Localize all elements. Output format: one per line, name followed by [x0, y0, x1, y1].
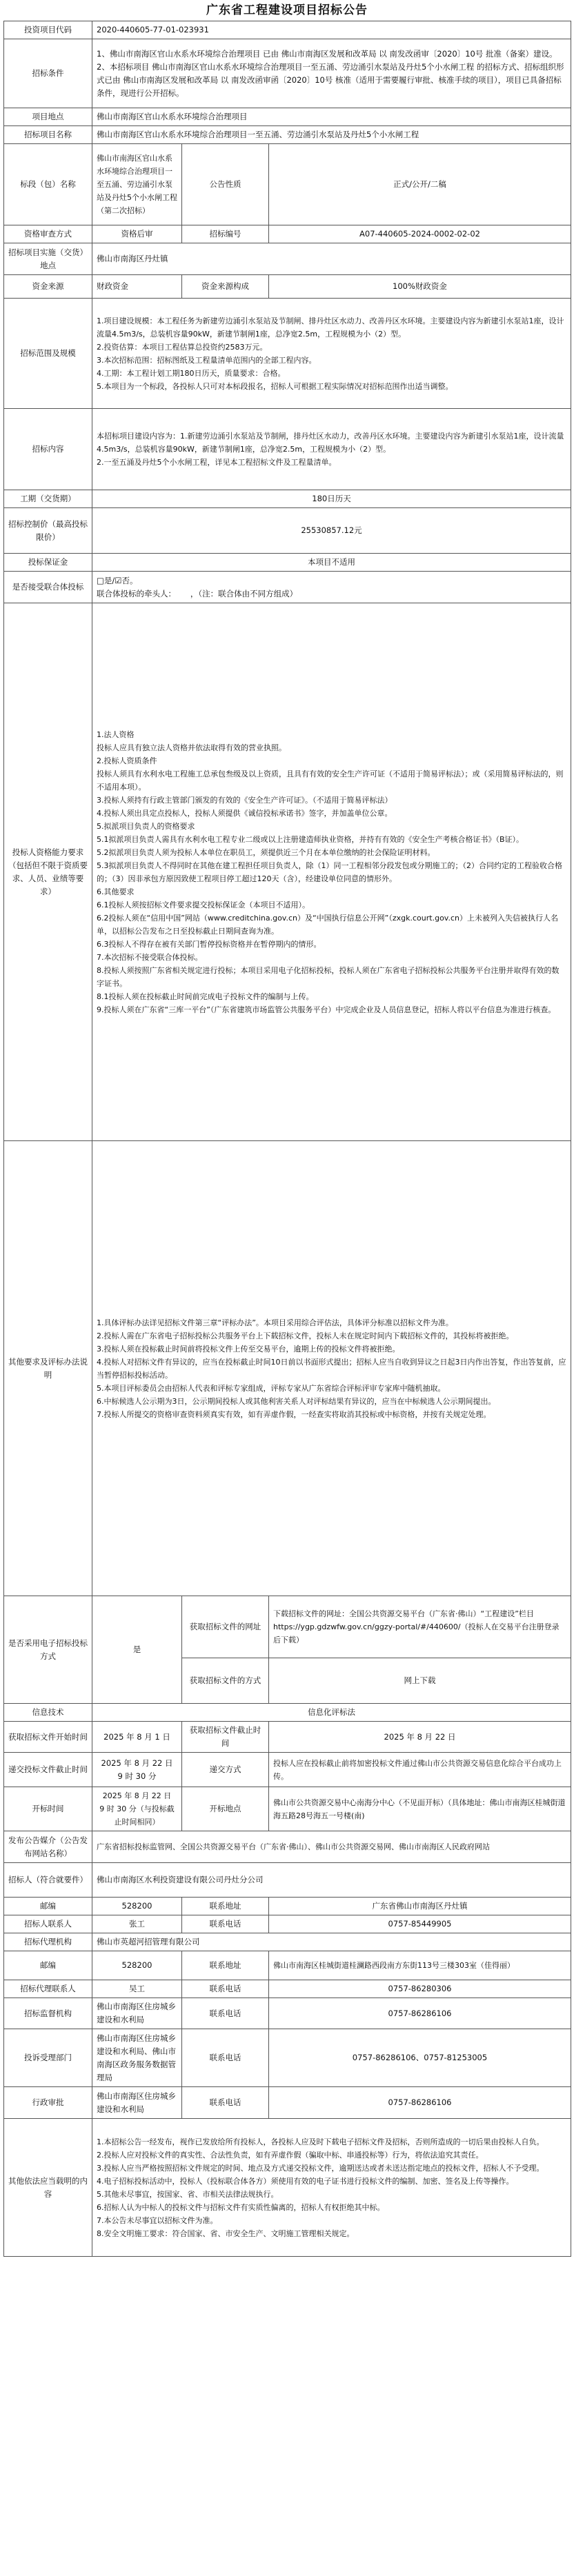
name-label: 招标项目名称 — [4, 126, 92, 144]
online-method-value: 网上下载 — [269, 1658, 571, 1704]
complaint-label: 投诉受理部门 — [4, 2029, 92, 2087]
tenderer-post-value: 528200 — [92, 1898, 182, 1915]
submit-label: 递交方式 — [182, 1753, 269, 1787]
row-deadline — [4, 1753, 571, 1787]
open-label: 开标时间 — [4, 1787, 92, 1831]
row-scale — [4, 299, 571, 409]
scale-label: 招标范围及规模 — [4, 299, 92, 409]
accept-phone-value: 0757-86286106 — [269, 2087, 571, 2119]
form-value: 资格后审 — [92, 225, 182, 243]
row-project-code — [4, 21, 571, 39]
agent-phone-value: 0757-86280306 — [269, 1980, 571, 1998]
row-open — [4, 1787, 571, 1831]
project-code-value: 2020-440605-77-01-023931 — [92, 21, 571, 39]
impl-label: 招标项目实施（交货）地点 — [4, 243, 92, 275]
agent-label: 招标代理机构 — [4, 1933, 92, 1951]
section-value: 佛山市南海区官山水系水环境综合治理项目一至五涌、劳边涌引水泵站及丹灶5个小水闸工程（第二次招标） — [92, 144, 182, 225]
tenderer-phone-value: 0757-85449905 — [269, 1915, 571, 1933]
row-qualify — [4, 603, 571, 1141]
row-control-price — [4, 508, 571, 554]
location-value: 佛山市南海区官山水系水环境综合治理项目 — [92, 108, 571, 126]
deadline-label: 递交投标文件截止时间 — [4, 1753, 92, 1787]
qualify-value: 1.法人资格 投标人应具有独立法人资格并依法取得有效的营业执照。 2.投标人资质条件 投标人须具有水利水电工程施工总承包叁级及以上资质，且具有有效的安全生产许可证（不适用于简易评标法）；或（采用简易评标法的，则不适用本项）。 3.投标人须持有行政主管部门颁发的有效的《安全生产许可证》。（不适用于简易评标法） 4.投标人须出具定点投标人，投标人须提供《诚信投标承诺书》签字，并加盖单位公章。 5.拟派项目负责人的资格要求 5.1拟派项目负责人需具有水利水电工程专业二级或以上注册建造师执业资格，并持有有效的《安全生产考核合格证书》（B证）。 5.2拟派项目负责人须为投标人本单位在职员工，须提供近三个月在本单位缴纳的社会保险证明材料。 5.3拟派项目负责人不得同时在其他在建工程担任项目负责人，除（1）同一工程相邻分段发包或分期施工的；（2）合同约定的工程验收合格的；（3）因非承包方原因致使工程项目停工超过120天（含），经建设单位同意的情形外。 6.其他要求 6.1投标人须按招标文件要求提交投标保证金（本项目不适用）。 6.2投标人须在“信用中国”网站（www.creditchina.gov.cn）及“中国执行信息公开网”（zxgk.court.gov.cn）上未被列入失信被执行人名单，以招标公告发布之日至投标截止日期间查询为准。 6.3投标人不得存在被有关部门暂停投标资格并在暂停期内的情形。 7.本次招标不接受联合体投标。 8.投标人须按照广东省相关规定进行投标；本项目采用电子化招标投标，投标人须在广东省电子招标投标公共服务平台注册并取得有效的数字证书。 8.1投标人须在投标截止时间前完成电子投标文件的编制与上传。 9.投标人须在广东省“三库一平台”（广东省建筑市场监管公共服务平台）中完成企业及人员信息登记，招标人将以平台信息为准进行核查。 — [92, 603, 571, 1141]
other-label: 其他要求及评标办法说明 — [4, 1141, 92, 1596]
notes-value: 1.本招标公告一经发布，视作已发放给所有投标人，各投标人应及时下载电子招标文件及招标，否则所造成的一切后果由投标人自负。 2.投标人应对投标文件的真实性、合法性负责，如有弄虚作假（骗取中标、串通投标等）行为，将依法追究其责任。 3.投标人应当严格按照招标文件规定的时间、地点及方式递交投标文件，逾期送达或者未送达指定地点的投标文件，招标人不予受理。 4.电子招标投标活动中，投标人（投标联合体各方）须使用有效的电子证书进行投标文件的编制、加密、签名及上传等操作。 5.其他未尽事宜，按国家、省、市相关法律法规执行。 6.招标人认为中标人的投标文件与招标文件有实质性偏离的，招标人有权拒绝其中标。 7.本公告未尽事宜以招标文件为准。 8.安全文明施工要求：符合国家、省、市安全生产、文明施工管理相关规定。 — [92, 2119, 571, 2257]
complaint-value: 佛山市南海区住房城乡建设和水利局、佛山市南海区政务服务数据管理局 — [92, 2029, 182, 2087]
project-code-label: 投资项目代码 — [4, 21, 92, 39]
agent-value: 佛山市英超河招管理有限公司 — [92, 1933, 571, 1951]
agent-phone-label: 联系电话 — [182, 1980, 269, 1998]
time-end-value: 2025 年 8 月 22 日 — [269, 1722, 571, 1753]
scope-label: 招标内容 — [4, 409, 92, 490]
media-value: 广东省招标投标监管网、全国公共资源交易平台（广东省·佛山）、佛山市公共资源交易网、佛山市南海区人民政府网站 — [92, 1831, 571, 1863]
notes-label: 其他依法应当载明的内容 — [4, 2119, 92, 2257]
supervise-phone-value: 0757-86286106 — [269, 1998, 571, 2029]
page-title: 广东省工程建设项目招标公告 — [206, 3, 368, 17]
duration-label: 工期（交货期） — [4, 490, 92, 508]
fund-ratio-value: 100%财政资金 — [269, 275, 571, 299]
row-tenderer-contact — [4, 1915, 571, 1933]
online-label: 是否采用电子招标投标方式 — [4, 1596, 92, 1704]
tenderer-phone-label: 联系电话 — [182, 1915, 269, 1933]
row-credit-check — [4, 1704, 571, 1722]
online-get-label: 获取招标文件的网址 — [182, 1596, 269, 1658]
row-impl — [4, 243, 571, 275]
scope-value: 本招标项目建设内容为：1.新建劳边涌引水泵站及节制闸，排丹灶区水动力，改善丹区水环境。主要建设内容为新建引水泵站1座，设计流量4.5m3/s，总装机容量90kW，新建节制闸1座，总净宽2.5m，工程规模为小（2）型。 2.一至五涌及丹灶5个小水闸工程，详见本工程招标文件及工程量清单。 — [92, 409, 571, 490]
row-agent-contact — [4, 1980, 571, 1998]
row-complaint — [4, 2029, 571, 2087]
condition-item-1: 1、佛山市南海区官山水系水环境综合治理项目 已由 佛山市南海区发展和改革局 以 南发改函审〔2020〕10号 批准（备案）建设。 — [97, 48, 557, 59]
open-place-label: 开标地点 — [182, 1787, 269, 1831]
other-value: 1.具体评标办法详见招标文件第三章“评标办法”。本项目采用综合评估法，具体评分标准以招标文件为准。 2.投标人需在广东省电子招标投标公共服务平台上下载招标文件，投标人未在规定时间内下载招标文件的，其投标将被拒绝。 3.投标人须在投标截止时间前将投标文件上传至交易平台，逾期上传的投标文件将被拒绝。 4.投标人对招标文件有异议的，应当在投标截止时间10日前以书面形式提出；招标人应当自收到异议之日起3日内作出答复，作出答复前，应当暂停招标投标活动。 5.本项目评标委员会由招标人代表和评标专家组成，评标专家从广东省综合评标评审专家库中随机抽取。 6.中标候选人公示期为3日，公示期间投标人或其他利害关系人对评标结果有异议的，应当在中标候选人公示期间提出。 7.投标人所提交的资格审查资料须真实有效，如有弄虚作假，一经查实将取消其投标或中标资格，并按有关规定处理。 — [92, 1141, 571, 1596]
combo-value: □是/☑否。 联合体投标的牵头人： ，（注：联合体由不同方组成） — [92, 572, 571, 603]
agent-post-value: 528200 — [92, 1951, 182, 1980]
online-value: 是 — [92, 1596, 182, 1704]
credit-check-value: 信息化评标法 — [92, 1704, 571, 1722]
open-value: 2025 年 8 月 22 日 9 时 30 分（与投标截止时间相同） — [92, 1787, 182, 1831]
accept-label: 行政审批 — [4, 2087, 92, 2119]
fund-ratio-label: 资金来源构成 — [182, 275, 269, 299]
fund-source-label: 资金来源 — [4, 275, 92, 299]
row-section — [4, 144, 571, 225]
scale-value: 1.项目建设规模：本工程任务为新建劳边涌引水泵站及节制闸、排丹灶区水动力、改善丹区水环境。主要建设内容为新建引水泵站1座，设计流量4.5m3/s，总装机容量90kW，新建节制闸1座，总净宽2.5m，工程规模为小（2）型。 2.投资估算：本项目工程估算总投资约2583万元。 3.本次招标范围：招标图纸及工程量清单范围内的全部工程内容。 4.工期：本工程计划工期180日历天，质量要求：合格。 5.本项目为一个标段，各投标人只可对本标段报名，招标人可根据工程实际情况对招标范围作出适当调整。 — [92, 299, 571, 409]
row-combo — [4, 572, 571, 603]
agent-addr-label: 联系地址 — [182, 1951, 269, 1980]
row-scope — [4, 409, 571, 490]
row-bond — [4, 554, 571, 572]
tenderer-addr-value: 广东省佛山市南海区丹灶镇 — [269, 1898, 571, 1915]
row-name — [4, 126, 571, 144]
time-end-label: 获取招标文件截止时间 — [182, 1722, 269, 1753]
conditions-label: 招标条件 — [4, 39, 92, 108]
media-label: 发布公告媒介（公告发布网站名称） — [4, 1831, 92, 1863]
bid-no-value: A07-440605-2024-0002-02-02 — [269, 225, 571, 243]
supervise-value: 佛山市南海区住房城乡建设和水利局 — [92, 1998, 182, 2029]
row-media — [4, 1831, 571, 1863]
section-label: 标段（包）名称 — [4, 144, 92, 225]
row-tenderer-post — [4, 1898, 571, 1915]
control-price-value: 25530857.12元 — [92, 508, 571, 554]
credit-label: 公告性质 — [182, 144, 269, 225]
row-time — [4, 1722, 571, 1753]
duration-value: 180日历天 — [92, 490, 571, 508]
row-review — [4, 225, 571, 243]
complaint-phone-value: 0757-86286106、0757-81253005 — [269, 2029, 571, 2087]
row-supervise — [4, 1998, 571, 2029]
tenderer-contact-value: 张工 — [92, 1915, 182, 1933]
combo-label: 是否接受联合体投标 — [4, 572, 92, 603]
row-online-1 — [4, 1596, 571, 1658]
credit-value: 正式/公开/二稿 — [269, 144, 571, 225]
agent-addr-value: 佛山市南海区桂城街道桂澜路西段南方东街113号三楼303室（佳得丽） — [269, 1951, 571, 1980]
tenderer-value: 佛山市南海区水利投资建设有限公司丹灶分公司 — [92, 1863, 571, 1898]
row-agent — [4, 1933, 571, 1951]
open-place-value: 佛山市公共资源交易中心南海分中心（不见面开标）（具体地址：佛山市南海区桂城街道海五路28号海五一号楼(南) — [269, 1787, 571, 1831]
tenderer-contact-label: 招标人联系人 — [4, 1915, 92, 1933]
complaint-phone-label: 联系电话 — [182, 2029, 269, 2087]
accept-phone-label: 联系电话 — [182, 2087, 269, 2119]
deadline-value: 2025 年 8 月 22 日 9 时 30 分 — [92, 1753, 182, 1787]
row-duration — [4, 490, 571, 508]
qualify-label: 投标人资格能力要求（包括但不限于资质要求、人员、业绩等要求） — [4, 603, 92, 1141]
agent-contact-label: 招标代理联系人 — [4, 1980, 92, 1998]
row-fund — [4, 275, 571, 299]
name-value: 佛山市南海区官山水系水环境综合治理项目一至五涌、劳边涌引水泵站及丹灶5个小水闸工程 — [92, 126, 571, 144]
time-start-value: 2025 年 8 月 1 日 — [92, 1722, 182, 1753]
row-conditions — [4, 39, 571, 108]
bond-label: 投标保证金 — [4, 554, 92, 572]
bid-no-label: 招标编号 — [182, 225, 269, 243]
condition-item-2: 2、本招标项目 佛山市南海区官山水系水环境综合治理项目一至五涌、劳边涌引水泵站及丹灶5个小水闸工程 的招标方式、招标组织形式已由 佛山市南海区发展和改革局 以 南发改函审函〔2020〕10号 核准（适用于需要履行审批、核准手续的项目），项目已具备招标条件，现进行公开招标。 — [97, 61, 564, 98]
supervise-phone-label: 联系电话 — [182, 1998, 269, 2029]
credit-check-label: 信息技术 — [4, 1704, 92, 1722]
tenderer-post-label: 邮编 — [4, 1898, 92, 1915]
online-get-value: 下载招标文件的网址：全国公共资源交易平台（广东省·佛山）“工程建设”栏目 https://ygp.gdzwfw.gov.cn/ggzy-portal/#/440600/（投标人在交易平台注册登录后下载） — [269, 1596, 571, 1658]
time-start-label: 获取招标文件开始时间 — [4, 1722, 92, 1753]
agent-contact-value: 吴工 — [92, 1980, 182, 1998]
row-other — [4, 1141, 571, 1596]
row-location — [4, 108, 571, 126]
accept-value: 佛山市南海区住房城乡建设和水利局 — [92, 2087, 182, 2119]
location-label: 项目地点 — [4, 108, 92, 126]
submit-value: 投标人应在投标截止前将加密投标文件通过佛山市公共资源交易信息化综合平台成功上传。 — [269, 1753, 571, 1787]
online-method-label: 获取招标文件的方式 — [182, 1658, 269, 1704]
tenderer-addr-label: 联系地址 — [182, 1898, 269, 1915]
fund-source-value: 财政资金 — [92, 275, 182, 299]
agent-post-label: 邮编 — [4, 1951, 92, 1980]
row-tenderer — [4, 1863, 571, 1898]
bond-value: 本项目不适用 — [92, 554, 571, 572]
row-notes — [4, 2119, 571, 2257]
supervise-label: 招标监督机构 — [4, 1998, 92, 2029]
impl-value: 佛山市南海区丹灶镇 — [92, 243, 571, 275]
row-agent-post — [4, 1951, 571, 1980]
tenderer-label: 招标人（符合就要件） — [4, 1863, 92, 1898]
notice-table — [3, 21, 571, 2257]
form-label: 资格审查方式 — [4, 225, 92, 243]
row-accept — [4, 2087, 571, 2119]
control-price-label: 招标控制价（最高投标限价） — [4, 508, 92, 554]
